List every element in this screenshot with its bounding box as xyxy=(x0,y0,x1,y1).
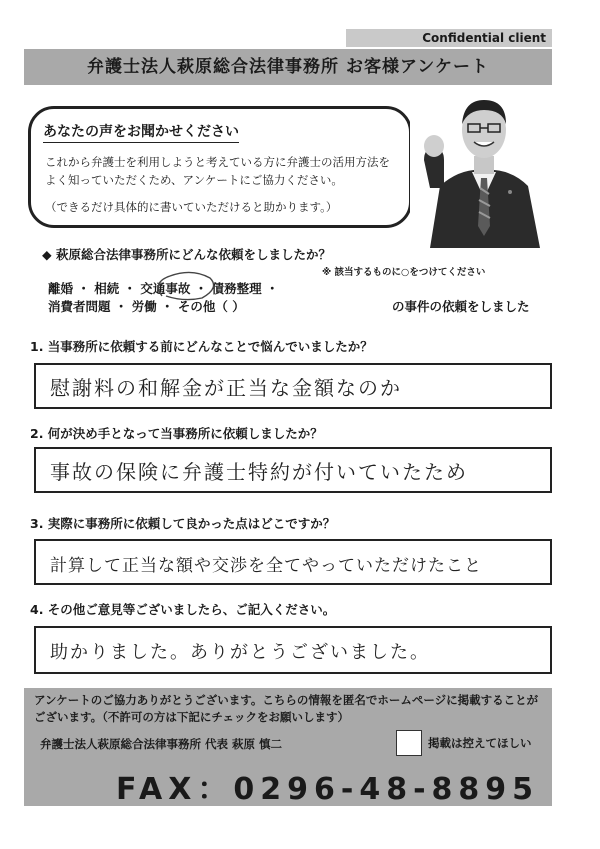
case-type-tail: の事件の依頼をしました xyxy=(392,299,530,314)
case-type-options-line2: 消費者問題 ・ 労働 ・ その他（ ） xyxy=(48,299,245,314)
lawyer-portrait-icon xyxy=(410,88,558,248)
question-1-answer: 慰謝料の和解金が正当な金額なのか xyxy=(50,376,402,400)
page-title: 弁護士法人萩原総合法律事務所 お客様アンケート xyxy=(24,49,552,85)
question-2-title: 2. 何が決め手となって当事務所に依頼しましたか？ xyxy=(30,426,323,441)
intro-bubble xyxy=(28,106,412,228)
question-4-answer: 助かりました。ありがとうございました。 xyxy=(50,642,430,663)
footer-panel xyxy=(24,688,552,806)
fax-number: FAX：0296-48-8895 xyxy=(116,772,540,807)
question-2-answer-box xyxy=(34,447,552,493)
intro-note: （できるだけ具体的に書いていただけると助かります。） xyxy=(45,200,338,214)
question-4-title: 4. その他ご意見等ございましたら、ご記入ください。 xyxy=(30,602,336,617)
case-type-note: ※ 該当するものに○をつけてください xyxy=(322,267,486,278)
question-3-title: 3. 実際に事務所に依頼して良かった点はどこですか？ xyxy=(30,516,336,531)
lawyer-photo xyxy=(410,88,558,248)
no-publish-label: 掲載は控えてほしい xyxy=(428,736,532,750)
question-3-answer: 計算して正当な額や交渉を全てやっていただけたこと xyxy=(50,556,482,576)
footer-message: アンケートのご協力ありがとうございます。こちらの情報を匿名でホームページに掲載することがございます。（不許可の方は下記にチェックをお願いします） xyxy=(34,693,539,724)
footer-firm-name: 弁護士法人萩原総合法律事務所 代表 萩原 慎二 xyxy=(40,737,283,751)
question-4-answer-box xyxy=(34,626,552,674)
case-type-options-line1: 離婚 ・ 相続 ・ 交通事故 ・ 債務整理 ・ xyxy=(48,281,279,296)
intro-heading: あなたの声をお聞かせください xyxy=(43,121,239,143)
intro-body: これから弁護士を利用しようと考えている方に弁護士の活用方法をよく知っていただくため、アンケートにご協力ください。 xyxy=(45,155,390,187)
question-1-title: 1. 当事務所に依頼する前にどんなことで悩んでいましたか？ xyxy=(30,339,373,354)
question-1-answer-box xyxy=(34,363,552,409)
question-3-answer-box xyxy=(34,539,552,585)
no-publish-checkbox[interactable] xyxy=(396,730,422,756)
question-2-answer: 事故の保険に弁護士特約が付いていたため xyxy=(50,460,468,484)
hand-drawn-circle-icon xyxy=(150,270,220,304)
case-type-question: ◆ 萩原総合法律事務所にどんな依頼をしましたか？ xyxy=(42,247,331,262)
confidential-label: Confidential client xyxy=(346,29,552,47)
